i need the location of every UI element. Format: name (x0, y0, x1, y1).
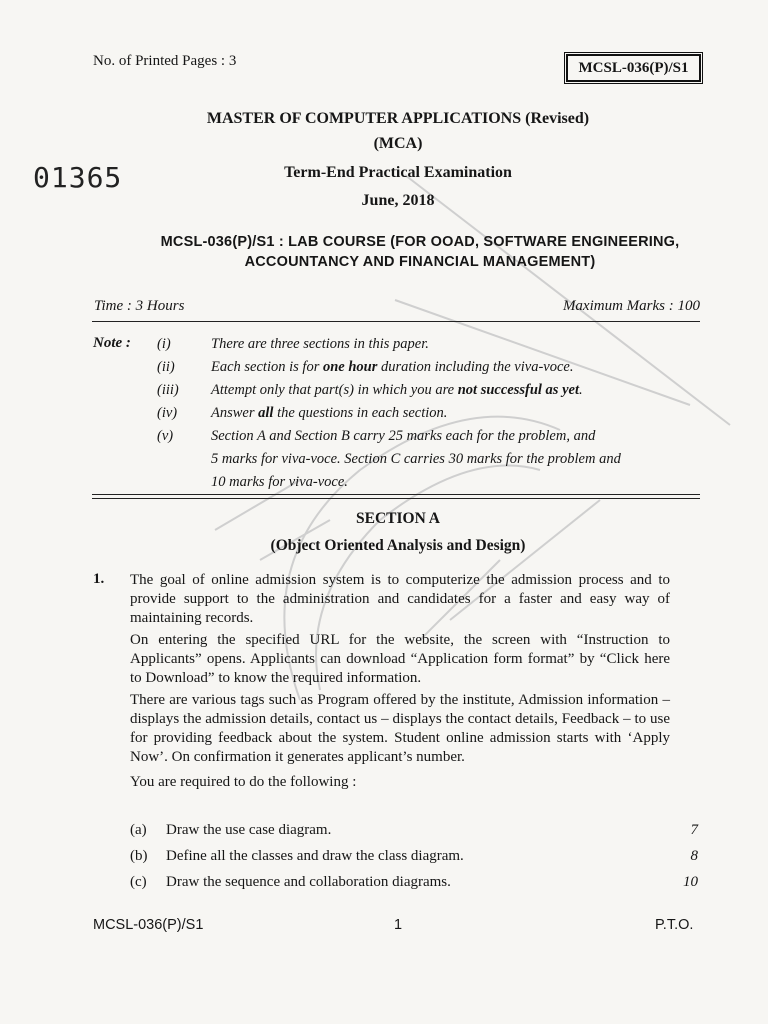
question-part: (a) Draw the use case diagram. 7 (130, 822, 698, 838)
note-item: (iv) Answer all the questions in each section. (157, 405, 448, 421)
note-item: (ii) Each section is for one hour duration including the viva-voce. (157, 359, 574, 375)
page-number: 1 (394, 917, 403, 933)
question-paragraph: On entering the specified URL for the website, the screen with “Instruction to Applicants” opens. Applicants can download “Application form format” by “Click here to Download” to know the required information. (130, 632, 670, 686)
divider (92, 498, 700, 499)
course-line-2: ACCOUNTANCY AND FINANCIAL MANAGEMENT) (244, 254, 596, 270)
paper-code-box: MCSL-036(P)/S1 (566, 54, 701, 82)
part-marks: 7 (690, 822, 698, 838)
pto-label: P.T.O. (655, 917, 694, 933)
footer-code: MCSL-036(P)/S1 (93, 917, 204, 933)
divider (92, 494, 700, 495)
section-subtitle: (Object Oriented Analysis and Design) (270, 537, 526, 554)
notes-list (157, 333, 702, 494)
maximum-marks: Maximum Marks : 100 (562, 298, 700, 314)
divider (92, 321, 700, 322)
section-title: SECTION A (356, 510, 440, 527)
question-part: (b) Define all the classes and draw the class diagram. 8 (130, 848, 698, 864)
question-part: (c) Draw the sequence and collaboration diagrams. 10 (130, 874, 698, 890)
note-label: Note : (93, 335, 131, 351)
exam-duration: Time : 3 Hours (94, 298, 185, 314)
programme-abbr: (MCA) (373, 135, 423, 152)
serial-number: 01365 (33, 161, 123, 194)
programme-title: MASTER OF COMPUTER APPLICATIONS (Revised) (206, 110, 590, 127)
question-paragraph: The goal of online admission system is to computerize the admission process and to provide support to the administration and candidates for a faster and easy way of maintaining records. (130, 572, 670, 626)
exam-title: Term-End Practical Examination (284, 164, 512, 181)
printed-pages: No. of Printed Pages : 3 (93, 53, 237, 69)
question-number: 1. (93, 571, 105, 587)
exam-session: June, 2018 (361, 192, 435, 209)
note-item: (iii) Attempt only that part(s) in which you are not successful as yet. (157, 382, 583, 398)
course-line-1: MCSL-036(P)/S1 : LAB COURSE (FOR OOAD, SOFTWARE ENGINEERING, (160, 234, 680, 250)
part-marks: 10 (683, 874, 698, 890)
note-item: (i) There are three sections in this paper. (157, 336, 429, 352)
question-paragraph: There are various tags such as Program offered by the institute, Admission information – displays the admission details, contact us – displays the contact details, Feedback – to use for providing feedback about the system. Student online admission starts with ‘Apply Now’. On confirmation it generates applicant’s number. (130, 692, 670, 765)
note-item: (v) Section A and Section B carry 25 marks each for the problem, and 5 marks for viva-voce. Section C carries 30 marks for the problem and 10 marks for viva-voce. (157, 428, 621, 490)
question-body (130, 571, 670, 795)
part-marks: 8 (690, 848, 698, 864)
question-instruction: You are required to do the following : (130, 774, 357, 790)
